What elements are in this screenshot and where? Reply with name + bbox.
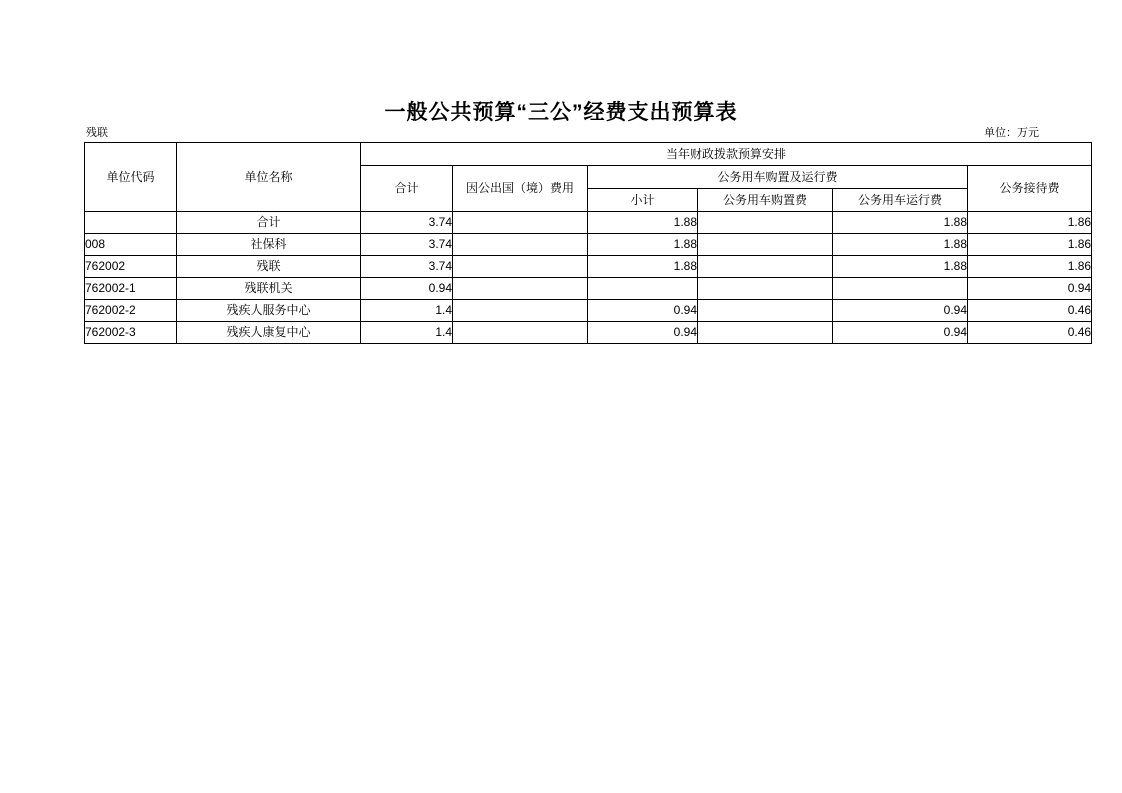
cell-unit-name: 残联机关: [177, 278, 361, 300]
cell-hospitality: 1.86: [968, 234, 1092, 256]
table-row: [85, 256, 1092, 278]
cell-vehicle-operation: 0.94: [833, 300, 968, 322]
cell-unit-code: 762002-2: [85, 300, 177, 322]
cell-vehicle-operation: 1.88: [833, 234, 968, 256]
cell-vehicle-operation: 1.88: [833, 212, 968, 234]
header-total: 合计: [361, 166, 453, 212]
header-unit-name: 单位名称: [177, 143, 361, 212]
cell-vehicle-operation: [833, 278, 968, 300]
cell-vehicle-subtotal: 1.88: [588, 234, 698, 256]
header-unit-code: 单位代码: [85, 143, 177, 212]
cell-abroad: [453, 322, 588, 344]
cell-total: 3.74: [361, 256, 453, 278]
header-vehicle-subtotal: 小计: [588, 189, 698, 212]
cell-vehicle-subtotal: 0.94: [588, 300, 698, 322]
table-row: [85, 322, 1092, 344]
cell-vehicle-purchase: [698, 234, 833, 256]
table-row: [85, 278, 1092, 300]
cell-vehicle-purchase: [698, 278, 833, 300]
cell-vehicle-operation: 1.88: [833, 256, 968, 278]
cell-vehicle-operation: 0.94: [833, 322, 968, 344]
cell-total: 3.74: [361, 212, 453, 234]
budget-table: [84, 142, 1092, 344]
table-row: [85, 300, 1092, 322]
cell-vehicle-purchase: [698, 300, 833, 322]
cell-unit-code: 762002: [85, 256, 177, 278]
cell-hospitality: 1.86: [968, 212, 1092, 234]
cell-vehicle-purchase: [698, 322, 833, 344]
cell-abroad: [453, 212, 588, 234]
table-row: [85, 212, 1092, 234]
cell-hospitality: 0.94: [968, 278, 1092, 300]
cell-vehicle-subtotal: 0.94: [588, 322, 698, 344]
cell-unit-code: 008: [85, 234, 177, 256]
cell-vehicle-purchase: [698, 256, 833, 278]
header-vehicle-group: 公务用车购置及运行费: [588, 166, 968, 189]
cell-unit-name: 合计: [177, 212, 361, 234]
cell-total: 3.74: [361, 234, 453, 256]
cell-unit-name: 残疾人服务中心: [177, 300, 361, 322]
header-hospitality: 公务接待费: [968, 166, 1092, 212]
table-header-row-1: [85, 143, 1092, 166]
department-label: 残联: [86, 127, 108, 139]
cell-abroad: [453, 278, 588, 300]
page-title: 一般公共预算“三公”经费支出预算表: [384, 101, 738, 124]
cell-abroad: [453, 256, 588, 278]
cell-unit-code: [85, 212, 177, 234]
table-row: [85, 234, 1092, 256]
cell-unit-name: 残疾人康复中心: [177, 322, 361, 344]
cell-hospitality: 0.46: [968, 322, 1092, 344]
cell-vehicle-subtotal: 1.88: [588, 212, 698, 234]
header-vehicle-purchase: 公务用车购置费: [698, 189, 833, 212]
unit-note-label: 单位：万元: [984, 127, 1039, 139]
header-abroad: 因公出国（境）费用: [453, 166, 588, 212]
cell-unit-code: 762002-1: [85, 278, 177, 300]
cell-hospitality: 0.46: [968, 300, 1092, 322]
cell-total: 0.94: [361, 278, 453, 300]
header-vehicle-operation: 公务用车运行费: [833, 189, 968, 212]
cell-unit-name: 残联: [177, 256, 361, 278]
cell-total: 1.4: [361, 300, 453, 322]
cell-vehicle-subtotal: [588, 278, 698, 300]
cell-abroad: [453, 300, 588, 322]
cell-unit-name: 社保科: [177, 234, 361, 256]
cell-vehicle-subtotal: 1.88: [588, 256, 698, 278]
cell-unit-code: 762002-3: [85, 322, 177, 344]
cell-hospitality: 1.86: [968, 256, 1092, 278]
cell-vehicle-purchase: [698, 212, 833, 234]
cell-abroad: [453, 234, 588, 256]
cell-total: 1.4: [361, 322, 453, 344]
header-fiscal-group: 当年财政拨款预算安排: [361, 143, 1092, 166]
